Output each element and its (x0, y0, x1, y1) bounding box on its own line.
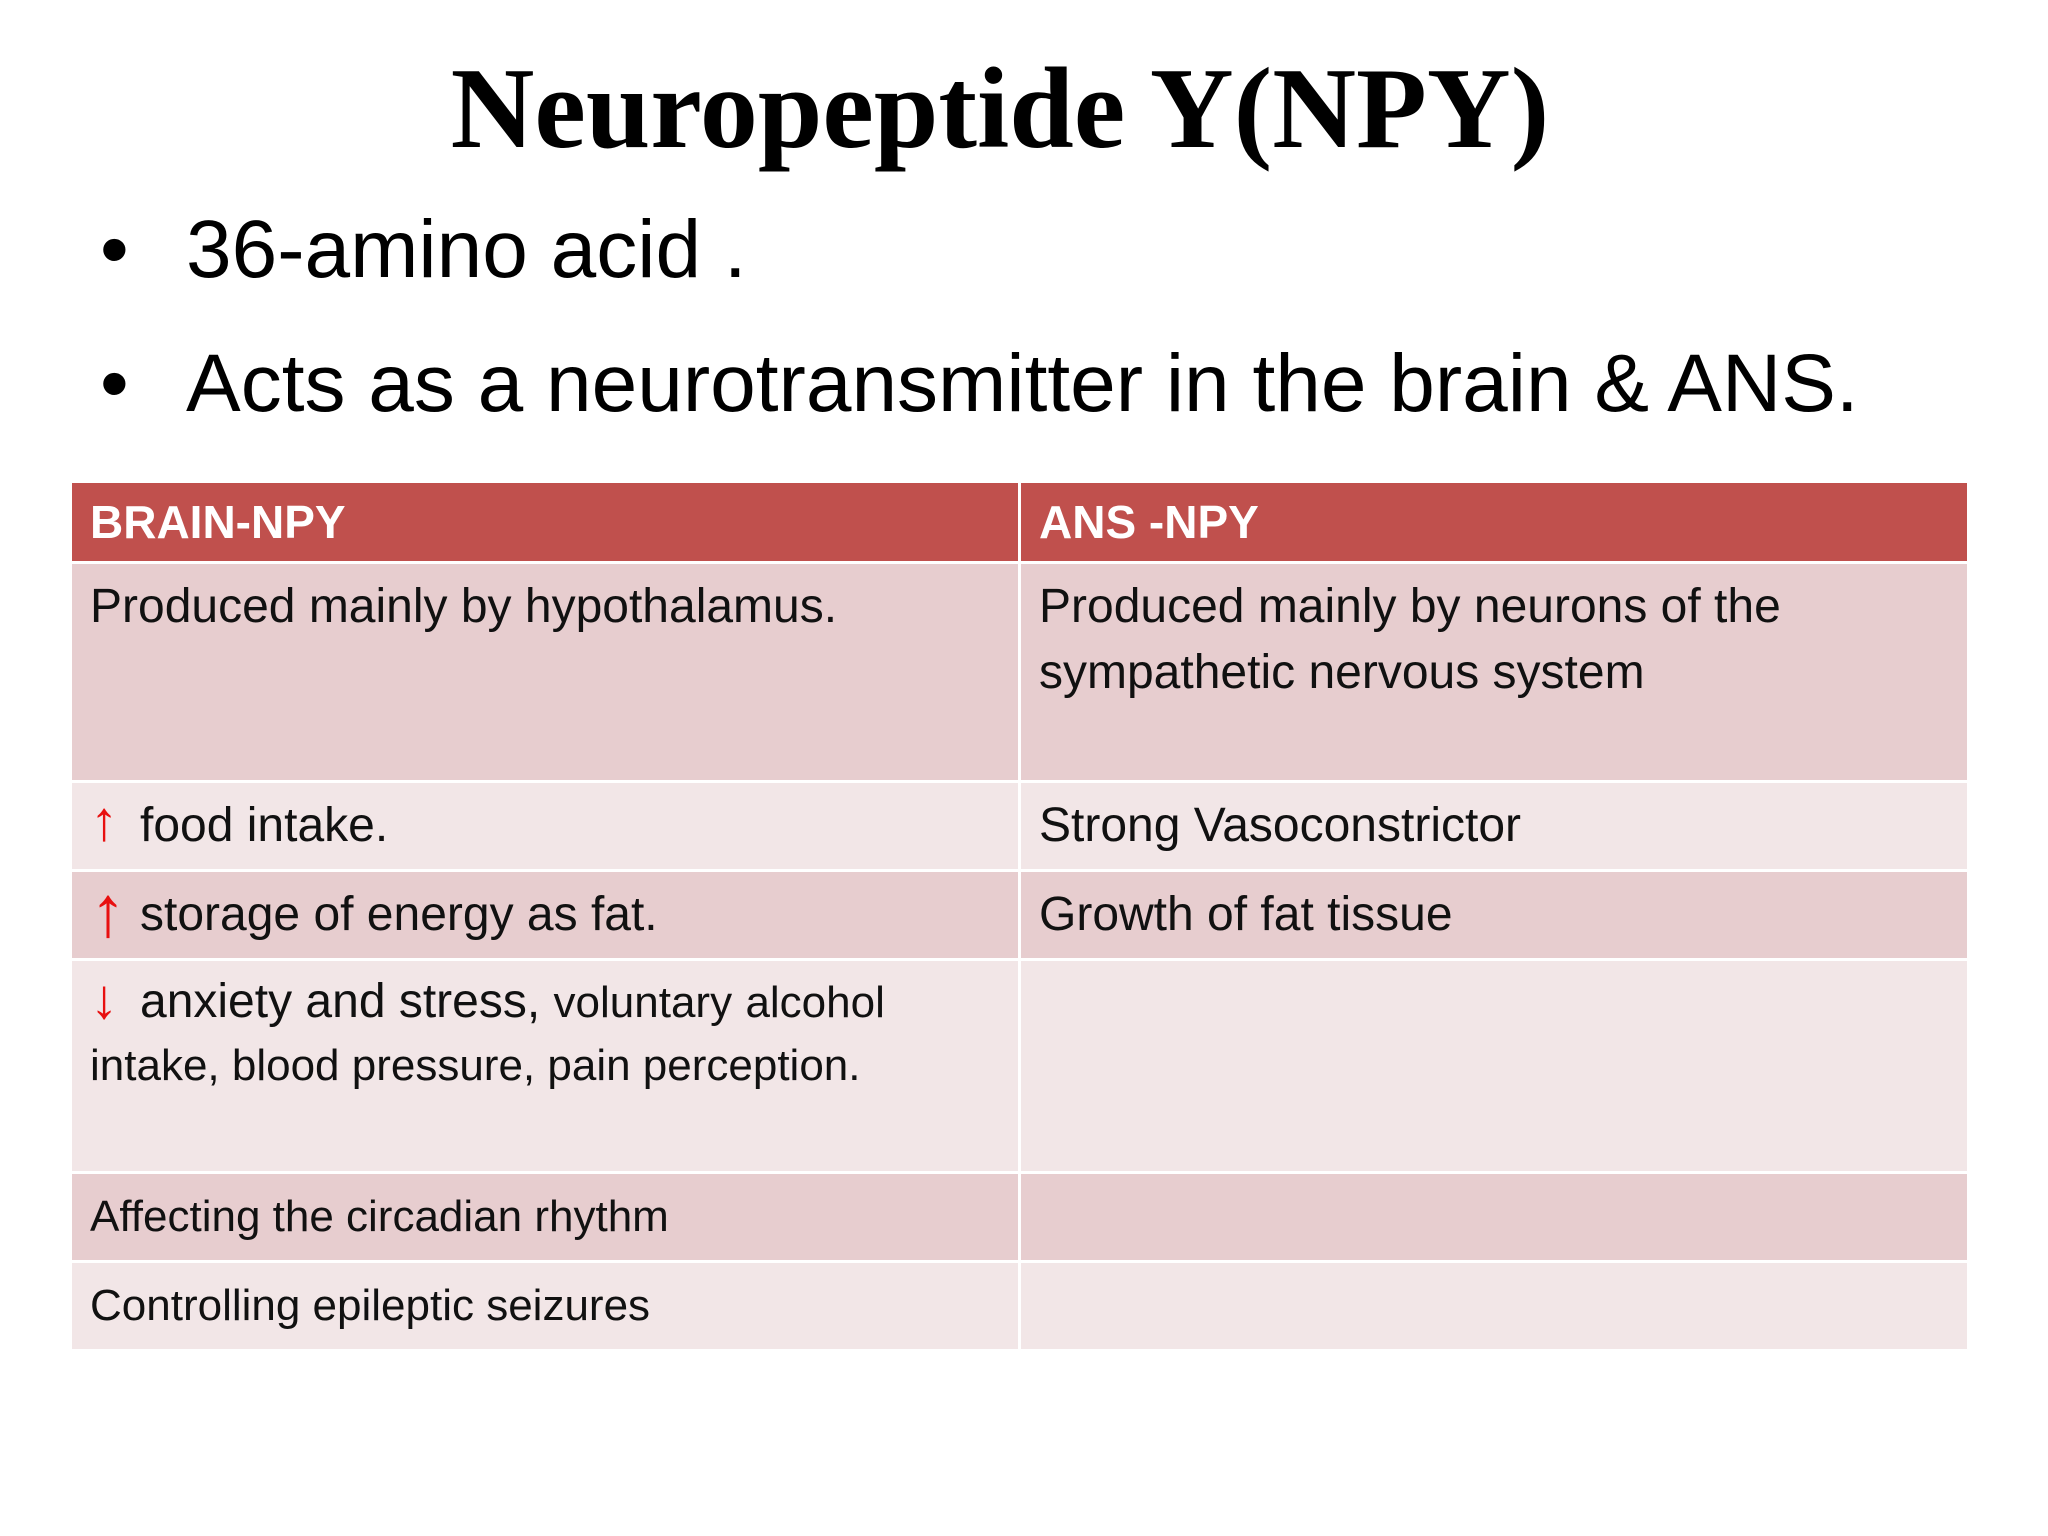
bullet-dot-icon: • (100, 204, 129, 295)
cell-text-small: alcohol intake, blood pressure, pain perception. (90, 978, 885, 1090)
brain-cell (71, 871, 1020, 960)
cell-text: storage of energy as fat. (140, 888, 658, 941)
table-row (71, 1262, 1969, 1351)
bullet-item (100, 334, 1859, 434)
table-row (71, 1173, 1969, 1262)
brain-cell (71, 1173, 1020, 1262)
cell-text: Affecting the circadian rhythm (90, 1192, 669, 1241)
table-row (71, 782, 1969, 871)
table-header-row (71, 482, 1969, 563)
cell-text: Strong Vasoconstrictor (1039, 799, 1521, 852)
bullet-text: 36-amino acid . (186, 204, 747, 295)
table-row (71, 563, 1969, 782)
brain-cell (71, 563, 1020, 782)
bullet-text: Acts as a neurotransmitter in the brain & ANS. (186, 338, 1859, 429)
ans-cell (1020, 1262, 1969, 1351)
cell-text-small: voluntary (553, 978, 733, 1027)
down-arrow-icon: ↓ (90, 967, 118, 1030)
brain-cell (71, 960, 1020, 1173)
bullet-dot-icon: • (100, 338, 129, 429)
ans-cell (1020, 1173, 1969, 1262)
header-ans-npy: ANS -NPY (1020, 482, 1969, 563)
cell-text: Produced mainly by neurons of the sympathetic nervous system (1039, 580, 1781, 699)
ans-cell (1020, 782, 1969, 871)
cell-text: Produced mainly by hypothalamus. (90, 580, 838, 633)
cell-text: anxiety and stress, (140, 975, 541, 1028)
ans-cell (1020, 871, 1969, 960)
ans-cell (1020, 960, 1969, 1173)
table-row (71, 960, 1969, 1173)
table-row (71, 871, 1969, 960)
npy-comparison-table (69, 480, 1970, 1352)
bullet-list (100, 200, 1859, 468)
slide-title: Neuropeptide Y(NPY) (450, 45, 1550, 173)
cell-text: Controlling epileptic seizures (90, 1281, 651, 1330)
cell-text: food intake. (140, 799, 389, 852)
header-brain-npy: BRAIN-NPY (71, 482, 1020, 563)
up-arrow-icon: ↑ (90, 872, 126, 952)
ans-cell (1020, 563, 1969, 782)
bullet-item (100, 200, 1859, 300)
brain-cell (71, 782, 1020, 871)
cell-text: Growth of fat tissue (1039, 888, 1453, 941)
brain-cell (71, 1262, 1020, 1351)
up-arrow-icon: ↑ (90, 789, 118, 852)
